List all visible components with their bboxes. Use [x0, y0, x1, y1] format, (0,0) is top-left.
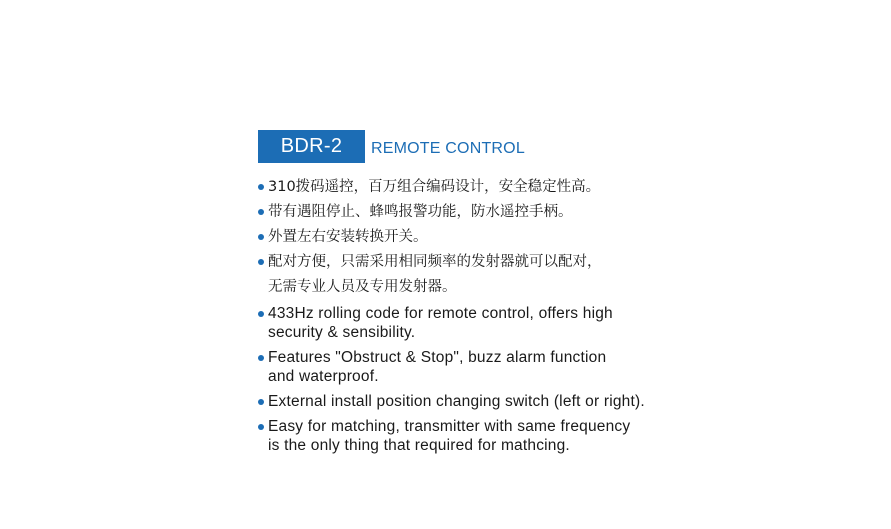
list-item [258, 304, 688, 342]
bullet-icon [258, 424, 264, 430]
bullet-icon [258, 209, 264, 215]
list-item [258, 175, 688, 200]
feature-text: 310拨码遥控，百万组合编码设计，安全稳定性高。 [268, 179, 601, 195]
list-item [258, 200, 688, 225]
feature-text: 配对方便，只需采用相同频率的发射器就可以配对， 无需专业人员及专用发射器。 [268, 254, 602, 295]
feature-text: 外置左右安装转换开关。 [268, 229, 428, 245]
list-item [258, 225, 688, 250]
feature-text: 433Hz rolling code for remote control, offers high security & sensibility. [268, 305, 613, 341]
product-header [258, 130, 525, 163]
feature-text: Easy for matching, transmitter with same frequency is the only thing that required for mathcing. [268, 418, 631, 454]
bullet-icon [258, 355, 264, 361]
list-item [258, 417, 688, 455]
feature-list-english [258, 304, 688, 461]
bullet-icon [258, 311, 264, 317]
feature-text: Features "Obstruct & Stop", buzz alarm function and waterproof. [268, 349, 607, 385]
feature-list-chinese [258, 175, 688, 300]
bullet-icon [258, 184, 264, 190]
feature-text: External install position changing switch (left or right). [268, 393, 645, 410]
product-title: REMOTE CONTROL [371, 139, 525, 157]
model-badge: BDR-2 [258, 130, 365, 163]
feature-text: 带有遇阻停止、蜂鸣报警功能，防水遥控手柄。 [268, 204, 573, 220]
bullet-icon [258, 234, 264, 240]
list-item [258, 348, 688, 386]
bullet-icon [258, 399, 264, 405]
list-item [258, 250, 688, 300]
bullet-icon [258, 259, 264, 265]
list-item [258, 392, 688, 411]
